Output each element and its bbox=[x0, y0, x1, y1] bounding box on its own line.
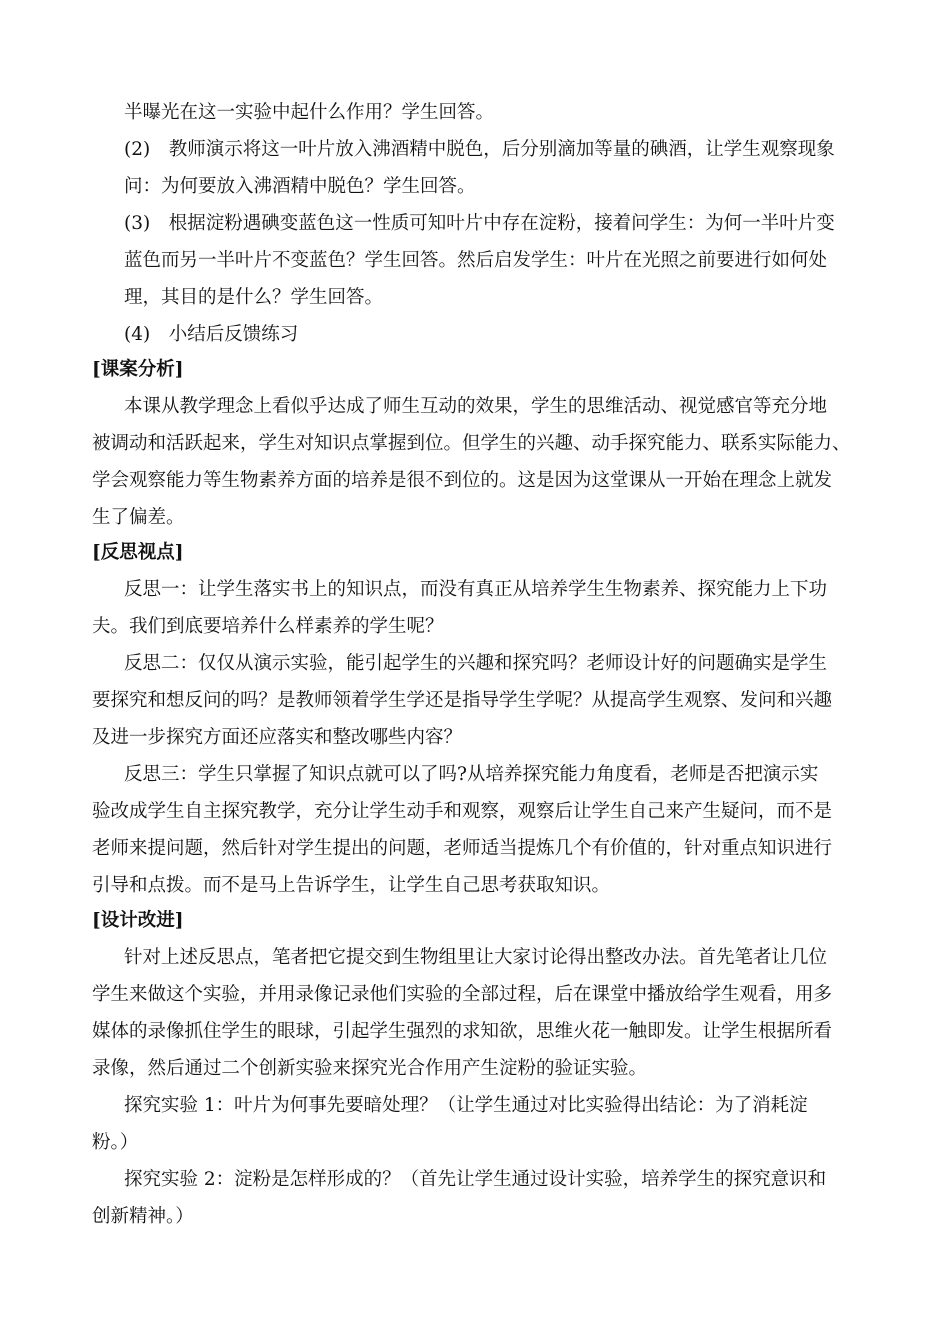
reflection-line-3: 反思二：仅仅从演示实验，能引起学生的兴趣和探究吗？老师设计好的问题确实是学生 bbox=[124, 653, 828, 674]
analysis-line-2: 被调动和活跃起来，学生对知识点掌握到位。但学生的兴趣、动手探究能力、联系实际能力、 bbox=[92, 433, 851, 454]
section-heading-design: [设计改进] bbox=[92, 910, 184, 931]
intro-line-6: 理，其目的是什么？学生回答。 bbox=[124, 287, 384, 308]
intro-line-2: (2) 教师演示将这一叶片放入沸酒精中脱色，后分别滴加等量的碘酒，让学生观察现象 bbox=[124, 139, 835, 160]
section-heading-analysis: [课案分析] bbox=[92, 359, 184, 380]
reflection-line-7: 验改成学生自主探究教学，充分让学生动手和观察，观察后让学生自己来产生疑问，而不是 bbox=[92, 801, 833, 822]
intro-line-5: 蓝色而另一半叶片不变蓝色？学生回答。然后启发学生：叶片在光照之前要进行如何处 bbox=[124, 250, 828, 271]
intro-line-7: (4) 小结后反馈练习 bbox=[124, 324, 299, 345]
design-line-2: 学生来做这个实验，并用录像记录他们实验的全部过程，后在课堂中播放给学生观看，用多 bbox=[92, 984, 833, 1005]
reflection-line-5: 及进一步探究方面还应落实和整改哪些内容？ bbox=[92, 727, 463, 748]
design-line-7: 探究实验 2：淀粉是怎样形成的？（首先让学生通过设计实验，培养学生的探究意识和 bbox=[124, 1169, 827, 1190]
reflection-line-4: 要探究和想反问的吗？是教师领着学生学还是指导学生学呢？从提高学生观察、发问和兴趣 bbox=[92, 690, 833, 711]
intro-line-3: 问：为何要放入沸酒精中脱色？学生回答。 bbox=[124, 176, 476, 197]
reflection-line-8: 老师来提问题，然后针对学生提出的问题，老师适当提炼几个有价值的，针对重点知识进行 bbox=[92, 838, 833, 859]
reflection-line-9: 引导和点拨。而不是马上告诉学生，让学生自己思考获取知识。 bbox=[92, 875, 611, 896]
design-line-3: 媒体的录像抓住学生的眼球，引起学生强烈的求知欲，思维火花一触即发。让学生根据所看 bbox=[92, 1021, 833, 1042]
intro-line-4: (3) 根据淀粉遇碘变蓝色这一性质可知叶片中存在淀粉，接着问学生：为何一半叶片变 bbox=[124, 213, 835, 234]
design-line-5: 探究实验 1：叶片为何事先要暗处理？（让学生通过对比实验得出结论：为了消耗淀 bbox=[124, 1095, 808, 1116]
reflection-line-6: 反思三：学生只掌握了知识点就可以了吗?从培养探究能力角度看，老师是否把演示实 bbox=[124, 764, 819, 785]
reflection-line-1: 反思一：让学生落实书上的知识点，而没有真正从培养学生生物素养、探究能力上下功 bbox=[124, 579, 828, 600]
analysis-line-3: 学会观察能力等生物素养方面的培养是很不到位的。这是因为这堂课从一开始在理念上就发 bbox=[92, 470, 833, 491]
analysis-line-1: 本课从教学理念上看似乎达成了师生互动的效果，学生的思维活动、视觉感官等充分地 bbox=[124, 396, 828, 417]
intro-line-1: 半曝光在这一实验中起什么作用？学生回答。 bbox=[124, 102, 495, 123]
design-line-8: 创新精神。） bbox=[92, 1206, 194, 1227]
reflection-line-2: 夫。我们到底要培养什么样素养的学生呢？ bbox=[92, 616, 444, 637]
design-line-4: 录像，然后通过二个创新实验来探究光合作用产生淀粉的验证实验。 bbox=[92, 1058, 648, 1079]
design-line-6: 粉。） bbox=[92, 1132, 139, 1153]
section-heading-reflection: [反思视点] bbox=[92, 542, 184, 563]
design-line-1: 针对上述反思点，笔者把它提交到生物组里让大家讨论得出整改办法。首先笔者让几位 bbox=[124, 947, 828, 968]
analysis-line-4: 生了偏差。 bbox=[92, 507, 185, 528]
